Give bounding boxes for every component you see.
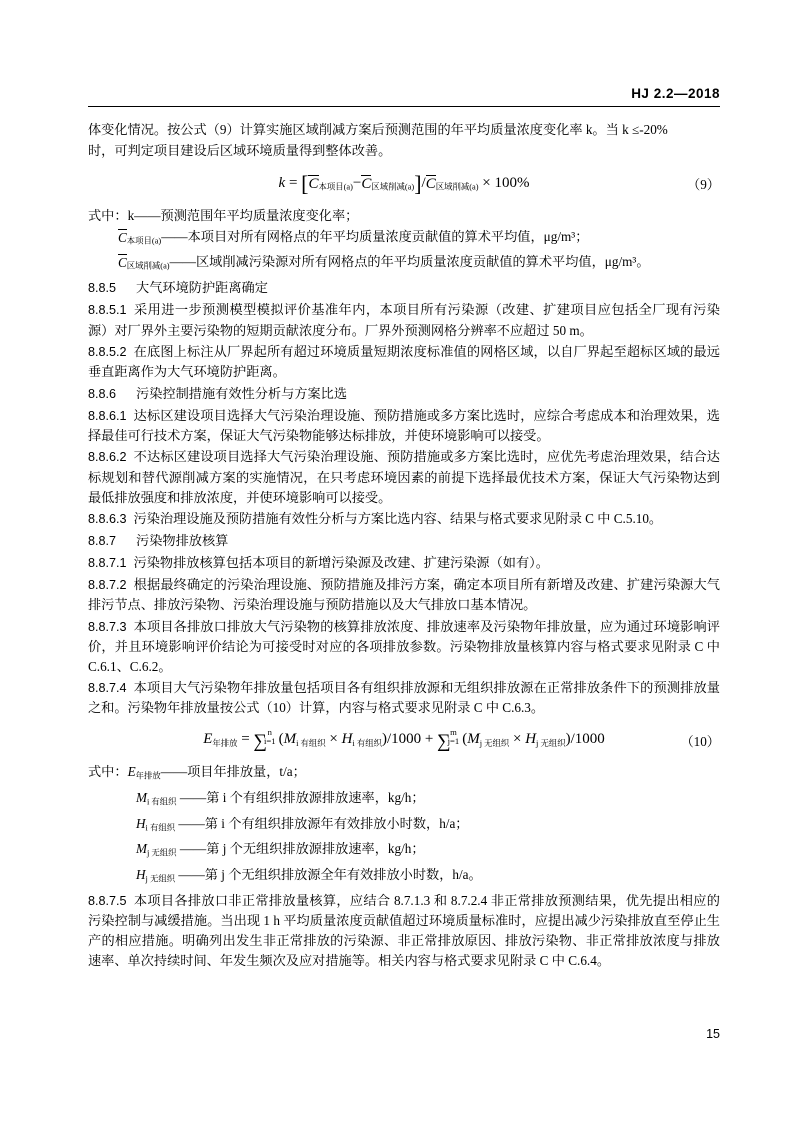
clause-8-8-5-2-text: 在底图上标注从厂界起所有超过环境质量短期浓度标准值的网格区域，以自厂界起至超标区域的最远垂直距离作为大气环境防护距离。 [88, 343, 720, 380]
clause-8-8-7-3-number: 8.8.7.3 [88, 619, 127, 634]
defs-9-item-2 [88, 227, 720, 252]
clause-8-8-5 [88, 278, 720, 299]
page-number: 15 [706, 1027, 720, 1041]
defs-9-item-3-arg: (a) [160, 262, 170, 272]
clause-8-8-7-4 [88, 678, 720, 718]
formula-9-c1: C [308, 175, 319, 192]
clause-8-8-5-1-number: 8.8.5.1 [88, 303, 127, 318]
paragraph-intro-1: 体变化情况。按公式（9）计算实施区域削减方案后预测范围的年平均质量浓度变化率 k。当 k ≤-20% [88, 122, 668, 137]
formula-9-eq: = [288, 174, 298, 191]
defs-9-item-2-arg: (a) [151, 236, 162, 246]
clause-8-8-5-2-number: 8.8.5.2 [88, 344, 127, 359]
defs-10-item-2-sub: i 有组织 [147, 797, 177, 807]
defs-10-item-2 [88, 788, 720, 813]
clause-8-8-6-2 [88, 447, 720, 507]
formula-9-rbracket: ] [414, 170, 422, 196]
clause-8-8-6-3 [88, 509, 720, 530]
formula-9-c1-sub: 本项目 [318, 182, 344, 192]
defs-10-item-4-sym: M [136, 841, 147, 857]
formula-10-sum-2-limits [448, 728, 460, 746]
clause-8-8-5-number: 8.8.5 [88, 281, 117, 296]
formula-10-h2-sub: j 无组织 [536, 738, 566, 748]
formula-10: $E_{年排放} = \sum n$ i=1 $(M_{i 有组织} \times H_{i 有组织})/1000 + \sum m$ j=1 $(M_{j 无组织} \times H_{j 无组织})/1000$ （10） [203, 727, 720, 753]
clause-8-8-6-1 [88, 406, 720, 446]
clause-8-8-7-text: 污染物排放核算 [136, 532, 229, 548]
clause-8-8-7-5 [88, 891, 720, 970]
defs-9-item-3-text: ——区域削减污染源对所有网格点的年平均质量浓度贡献值的算术平均值，μg/m³。 [169, 254, 650, 270]
defs-10-item-1-sub: 年排放 [135, 772, 161, 782]
formula-10-sum-1-top: n [267, 727, 272, 738]
clause-8-8-5-1-text: 采用进一步预测模型模拟评价基准年内，本项目所有污染源（改建、扩建项目应包括全厂现有污染源）对厂界外主要污染物的短期贡献浓度分布。厂界外预测网格分辨率不应超过 50 m。 [88, 302, 720, 338]
formula-10-e: E [203, 731, 213, 748]
formula-10-number: （10） [680, 734, 720, 750]
defs-9-item-1: k——预测范围年平均质量浓度变化率； [127, 207, 359, 223]
formula-10-h1-sub: i 有组织 [352, 738, 382, 748]
defs-9-item-2-sub: 本项目 [126, 236, 152, 246]
formula-9-c1-arg: (a) [343, 182, 353, 192]
defs-10-item-2-sym: M [136, 790, 147, 806]
clause-8-8-6-2-number: 8.8.6.2 [88, 450, 127, 465]
clause-8-8-7-5-text: 本项目各排放口非正常排放量核算，应结合 8.7.1.3 和 8.7.2.4 非正常排放预测结果，优先提出相应的污染控制与减缓措施。当出现 1 h 平均质量浓度贡献值超过环境质量标准时，应提出减少污染排放直至停止生产的相应措施。明确列出发生非正常排放的污染源、非正常排放原因、排放污染物、非正常排放浓度与排放速率、单次持续时间、年发生频次及应对措施等。相关内容与格式要求见附录 C 中 C.6.4。 [88, 892, 720, 968]
formula-10-h1: H [341, 731, 353, 748]
formula-9-slash: / [421, 174, 426, 191]
clause-8-8-7-number: 8.8.7 [88, 533, 117, 548]
header-rule [88, 106, 720, 107]
formula-10-eq: = [241, 731, 250, 748]
defs-10-intro-label: 式中： [88, 764, 128, 780]
defs-10-item-2-text: ——第 i 个有组织排放源排放速率，kg/h； [179, 790, 425, 806]
clause-8-8-6-3-number: 8.8.6.3 [88, 511, 127, 526]
formula-9-c2-arg: (a) [404, 182, 415, 192]
formula-10-sum-1: ∑ [253, 731, 268, 753]
defs-9-item-2-sym: C [118, 229, 127, 245]
defs-10-item-3-sub: i 有组织 [145, 823, 176, 833]
formula-9-minus: − [352, 174, 362, 191]
formula-10-h2: H [525, 731, 537, 748]
clause-8-8-7-4-text: 本项目大气污染物年排放量包括项目各有组织排放源和无组织排放源在正常排放条件下的预测排放量之和。污染物年排放量按公式（10）计算，内容与格式要求见附录 C 中 C.6.3。 [88, 679, 720, 716]
clause-8-8-5-2 [88, 342, 720, 382]
clause-8-8-6-number: 8.8.6 [88, 386, 117, 401]
defs-10-item-5 [88, 865, 720, 890]
defs-10-item-1 [88, 762, 720, 787]
formula-10-div-1: /1000 [386, 731, 422, 748]
formula-9-times: × 100% [482, 174, 530, 191]
defs-10-item-4-text: ——第 j 个无组织排放源排放速率，kg/h； [179, 841, 425, 857]
formula-9-c3-sub: 区域削减 [435, 182, 470, 192]
formula-10-m1-sub: i 有组织 [296, 738, 326, 748]
clause-8-8-7-2 [88, 575, 720, 615]
defs-10-item-3-text: ——第 i 个有组织排放源年有效排放小时数，h/a； [178, 815, 469, 831]
formula-9 [88, 171, 720, 197]
page-header: HJ 2.2—2018 [631, 86, 720, 101]
defs-10-item-1-sym: E [127, 764, 136, 780]
formula-9-lbracket: [ [301, 170, 309, 196]
page-content [88, 86, 720, 972]
formula-10-sum-2-bot: j=1 [447, 736, 460, 747]
defs-10-item-5-sym: H [136, 867, 146, 883]
clause-8-8-7-3 [88, 617, 720, 677]
defs-9-item-2-text: ——本项目对所有网格点的年平均质量浓度贡献值的算术平均值，μg/m³； [161, 228, 589, 244]
clause-8-8-7-3-text: 本项目各排放口排放大气污染物的核算排放浓度、排放速率及污染物年排放量，应为通过环境影响评价，并且环境影响评价结论为可接受时对应的各项排放参数。污染物排放量核算内容与格式要求见附录 C 中 C.6.1、C.6.2。 [88, 618, 720, 674]
formula-9-number: （9） [687, 176, 720, 192]
formula-9-c3-arg: (a) [469, 182, 479, 192]
defs-10-item-3 [88, 814, 720, 839]
defs-9-intro [88, 206, 720, 226]
clause-8-8-6-3-text: 污染治理设施及预防措施有效性分析与方案比选内容、结果与格式要求见附录 C 中 C.5.10。 [133, 510, 663, 526]
formula-10-sum-1-limits [264, 728, 276, 746]
formula-10-plus: + [424, 731, 434, 748]
clause-8-8-6-1-text: 达标区建设项目选择大气污染治理设施、预防措施或多方案比选时，应综合考虑成本和治理效果，选择最佳可行技术方案，保证大气污染物能够达标排放，并使环境影响可以接受。 [88, 407, 720, 444]
formula-10-sum-1-bot: i=1 [264, 736, 276, 747]
formula-10-m2: M [467, 731, 480, 748]
formula-10-m1: M [283, 731, 297, 748]
defs-10-item-1-text: ——项目年排放量，t/a； [160, 764, 306, 780]
formula-9-k: k [278, 174, 286, 191]
defs-10-item-4 [88, 839, 720, 864]
clause-8-8-7-2-number: 8.8.7.2 [88, 577, 127, 592]
formula-10-mul-1: × [329, 731, 338, 748]
clause-8-8-7-1 [88, 553, 720, 574]
formula-10-e-sub: 年排放 [212, 738, 238, 748]
clause-8-8-6-text: 污染控制措施有效性分析与方案比选 [136, 385, 348, 401]
defs-9-intro-label: 式中： [88, 207, 128, 223]
formula-10-sum-2: ∑ [437, 731, 451, 753]
defs-10-item-5-text: ——第 j 个无组织排放源全年有效排放小时数，h/a。 [178, 867, 482, 883]
clause-8-8-5-text: 大气环境防护距离确定 [136, 280, 268, 296]
clause-8-8-7-1-number: 8.8.7.1 [88, 555, 127, 570]
paragraph-intro-2: 时，可判定项目建设后区域环境质量得到整体改善。 [88, 143, 392, 159]
defs-9-item-3-sym: C [118, 255, 127, 271]
clause-8-8-6-1-number: 8.8.6.1 [88, 408, 127, 423]
defs-10-item-4-sub: j 无组织 [147, 849, 177, 859]
formula-9-c2: C [361, 175, 372, 192]
formula-9-c3: C [425, 175, 436, 192]
clause-8-8-6 [88, 384, 720, 405]
clause-8-8-7-5-number: 8.8.7.5 [88, 893, 127, 908]
formula-10-sum-2-top: m [450, 727, 457, 738]
clause-8-8-7-2-text: 根据最终确定的污染治理设施、预防措施及排污方案，确定本项目所有新增及改建、扩建污染源大气排污节点、排放污染物、污染治理设施与预防措施以及大气排放口基本情况。 [88, 576, 720, 613]
formula-9-c2-sub: 区域削减 [371, 182, 405, 192]
defs-9-item-3-sub: 区域削减 [126, 262, 161, 272]
clause-8-8-7 [88, 531, 720, 552]
defs-10-item-5-sub: j 无组织 [145, 874, 176, 884]
clause-8-8-7-1-text: 污染物排放核算包括本项目的新增污染源及改建、扩建污染源（如有）。 [133, 554, 549, 570]
defs-9-item-3 [88, 252, 720, 277]
formula-10-div-2: /1000 [570, 731, 605, 748]
clause-8-8-5-1 [88, 300, 720, 340]
formula-10-m2-sub: j 无组织 [479, 738, 510, 748]
clause-8-8-6-2-text: 不达标区建设项目选择大气污染治理设施、预防措施或多方案比选时，应优先考虑治理效果，结合达标规划和替代源削减方案的实施情况，在只考虑环境因素的前提下选择最优技术方案，保证大气污染物达到最低排放强度和排放浓度，并使环境影响可以接受。 [88, 449, 720, 505]
defs-10-item-3-sym: H [136, 815, 146, 831]
clause-8-8-7-4-number: 8.8.7.4 [88, 680, 127, 695]
formula-10-mul-2: × [512, 731, 522, 748]
